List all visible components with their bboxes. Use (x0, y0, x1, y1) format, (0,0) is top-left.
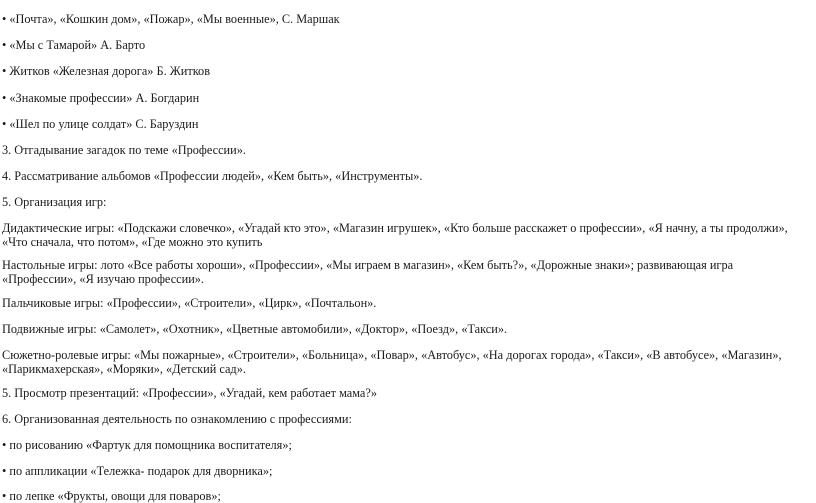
paragraph-albums: 4. Рассматривание альбомов «Профессии людей», «Кем быть», «Инструменты». (2, 169, 423, 183)
paragraph-board-games: Настольные игры: лото «Все работы хороши», «Профессии», «Мы играем в магазин», «Кем быть?», «Дорожные знаки»; развивающая игра «Профессии», «Я изучаю профессии». (2, 258, 734, 286)
bullet-item-applique: • по аппликации «Тележка- подарок для дворника»; (2, 464, 273, 478)
paragraph-riddles: 3. Отгадывание загадок по теме «Профессии». (2, 143, 246, 157)
bullet-item-baruzdin: • «Шел по улице солдат» С. Баруздин (2, 117, 199, 131)
paragraph-didactic-games: Дидактические игры: «Подскажи словечко», «Угадай кто это», «Магазин игрушек», «Кто больше расскажет о профессии», «Я начну, а ты продолжи», «Что сначала, что потом», «Где можно это купить (2, 221, 788, 249)
paragraph-finger-games: Пальчиковые игры: «Профессии», «Строители», «Цирк», «Почтальон». (2, 296, 377, 310)
bullet-item-barto: • «Мы с Тамарой» А. Барто (2, 38, 146, 52)
paragraph-games-heading: 5. Организация игр: (2, 195, 107, 209)
bullet-item-modeling: • по лепке «Фрукты, овощи для поваров»; (2, 489, 221, 503)
paragraph-presentations: 5. Просмотр презентаций: «Профессии», «Угадай, кем работает мама?» (2, 386, 377, 400)
bullet-item-bogdarin: • «Знакомые профессии» А. Богдарин (2, 91, 200, 105)
paragraph-organized-activity: 6. Организованная деятельность по ознакомлению с профессиями: (2, 412, 352, 426)
bullet-item-zhitkov: • Житков «Железная дорога» Б. Житков (2, 64, 211, 78)
bullet-item-drawing: • по рисованию «Фартук для помощника воспитателя»; (2, 438, 292, 452)
bullet-item-marshak: • «Почта», «Кошкин дом», «Пожар», «Мы военные», С. Маршак (2, 12, 340, 26)
paragraph-outdoor-games: Подвижные игры: «Самолет», «Охотник», «Цветные автомобили», «Доктор», «Поезд», «Такси». (2, 322, 508, 336)
paragraph-role-play-games: Сюжетно-ролевые игры: «Мы пожарные», «Строители», «Больница», «Повар», «Автобус», «На дорогах города», «Такси», «В автобусе», «Магазин», «Парикмахерская», «Моряки», «Детский сад». (2, 348, 782, 376)
